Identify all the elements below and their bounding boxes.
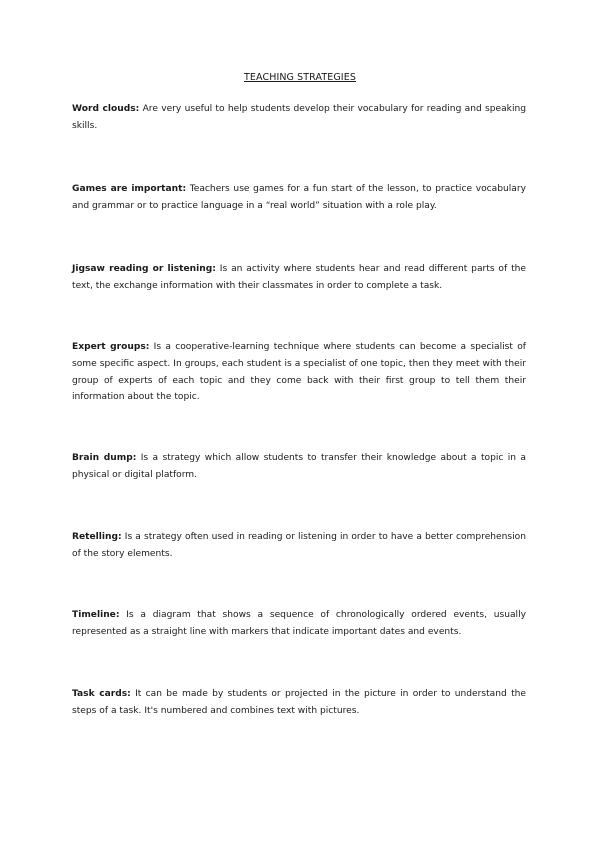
strategy-term: Task cards: — [72, 689, 131, 699]
strategy-definition: Teachers use games for a fun start of the lesson, to practice vocabulary and grammar or to practice language in a “real world” situation with a role play. — [72, 184, 526, 211]
strategy-term: Expert groups: — [72, 342, 150, 352]
strategy-entry-games — [72, 181, 526, 215]
strategy-definition: Is a diagram that shows a sequence of chronologically ordered events, usually represented as a straight line with markers that indicate important dates and events. — [72, 610, 526, 637]
strategy-term: Retelling: — [72, 532, 122, 542]
document-title: TEACHING STRATEGIES — [244, 72, 356, 83]
strategy-definition: Is a cooperative-learning technique where students can become a specialist of some specific aspect. In groups, each student is a specialist of one topic, then they meet with their group of experts of each topic and they come back with their first group to tell them their information about the topic. — [72, 342, 526, 403]
strategy-entry-task-cards — [72, 686, 526, 720]
strategy-term: Brain dump: — [72, 453, 137, 463]
strategy-term: Games are important: — [72, 184, 187, 194]
strategy-definition: Is a strategy often used in reading or listening in order to have a better comprehension of the story elements. — [72, 532, 526, 559]
strategy-term: Word clouds: — [72, 104, 140, 114]
strategy-term: Jigsaw reading or listening: — [72, 264, 216, 274]
strategy-entry-expert-groups — [72, 339, 526, 406]
strategy-entry-retelling — [72, 529, 526, 563]
strategy-entry-brain-dump — [72, 450, 526, 484]
strategy-entry-word-clouds — [72, 101, 526, 135]
strategy-definition: Is an activity where students hear and read different parts of the text, the exchange information with their classmates in order to complete a task. — [72, 264, 526, 291]
strategy-term: Timeline: — [72, 610, 120, 620]
strategy-entry-timeline — [72, 607, 526, 641]
strategy-definition: Is a strategy which allow students to transfer their knowledge about a topic in a physical or digital platform. — [72, 453, 526, 480]
strategy-entry-jigsaw — [72, 261, 526, 295]
strategy-definition: It can be made by students or projected in the picture in order to understand the steps of a task. It's numbered and combines text with pictures. — [72, 689, 526, 716]
strategy-definition: Are very useful to help students develop their vocabulary for reading and speaking skills. — [72, 104, 527, 131]
